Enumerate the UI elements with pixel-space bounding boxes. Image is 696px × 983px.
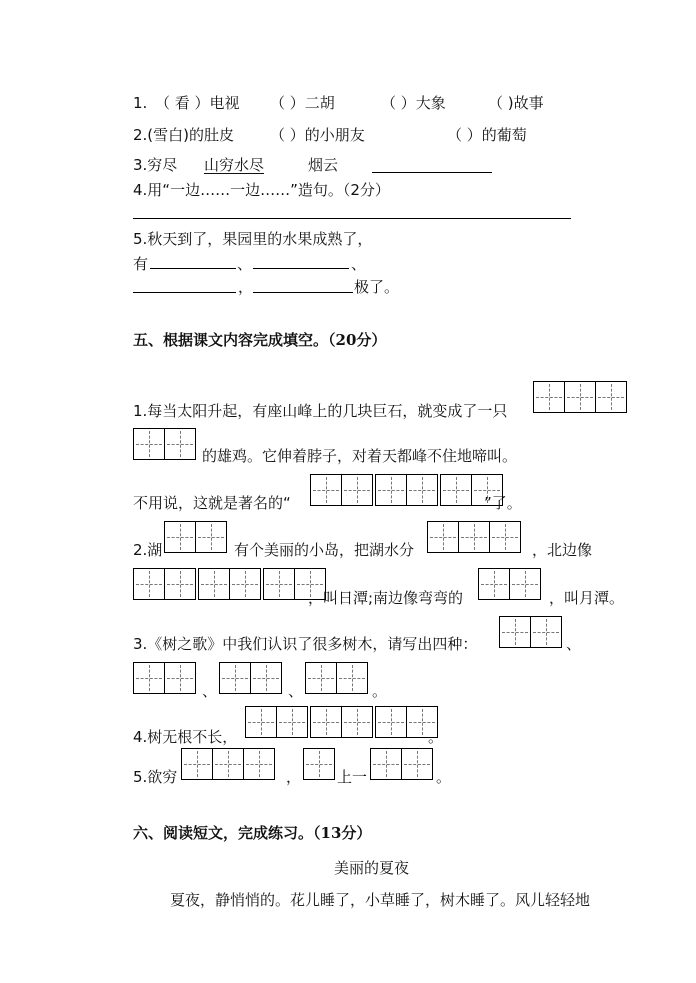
s4-q5-blank3[interactable] [133, 292, 236, 293]
s4-q5-line1: 5.秋天到了，果园里的水果成熟了， [133, 230, 373, 248]
s5-q2-b2: ，叫月潭。 [549, 589, 625, 607]
section6-heading: 六、阅读短文，完成练习。（13分） [133, 824, 372, 842]
s4-q5-blank4[interactable] [253, 292, 353, 293]
s5-q3-sep1: 、 [566, 635, 582, 653]
char-box[interactable] [595, 381, 627, 413]
char-box[interactable] [489, 521, 521, 553]
char-box[interactable] [564, 381, 596, 413]
char-box[interactable] [341, 706, 373, 738]
char-box[interactable] [133, 568, 165, 600]
char-box[interactable] [164, 662, 196, 694]
s5-q3-sep2: 、 [202, 682, 218, 700]
s4-q2-part3: （ ）的葡萄 [447, 126, 527, 144]
s4-q4-answer-line[interactable] [133, 218, 571, 219]
char-box[interactable] [229, 568, 261, 600]
s4-q2-part2: （ ）的小朋友 [270, 126, 365, 144]
char-box[interactable] [478, 568, 510, 600]
s5-q2-b1: ，叫日潭;南边像弯弯的 [308, 589, 464, 607]
s4-q5-you: 有 [133, 255, 149, 273]
s4-q3-label: 3.穷尽 [133, 156, 178, 174]
s5-q3-grid-3[interactable] [219, 662, 282, 694]
s5-q3-grid-4[interactable] [305, 662, 368, 694]
s5-q1-grid-b[interactable] [133, 428, 196, 460]
s5-q5-grid-c[interactable] [370, 748, 433, 780]
s5-q3-sep3: 、 [288, 682, 304, 700]
s4-q5-sep1: 、 [237, 255, 253, 273]
s4-q5-end: 极了。 [354, 278, 400, 296]
s5-q1-grid-a[interactable] [533, 381, 627, 413]
char-box[interactable] [181, 748, 213, 780]
s5-q5-grid-b[interactable] [303, 748, 335, 780]
s5-q3-end: 。 [372, 682, 388, 700]
char-box[interactable] [530, 616, 562, 648]
s5-q1-grid-c[interactable] [310, 474, 503, 506]
s5-q2-a3: ，北边像 [532, 541, 593, 559]
char-box[interactable] [336, 662, 368, 694]
char-box[interactable] [245, 706, 277, 738]
s4-q3-word: 烟云 [308, 156, 339, 174]
char-box[interactable] [133, 662, 165, 694]
char-box[interactable] [219, 662, 251, 694]
char-box[interactable] [133, 428, 165, 460]
char-box[interactable] [303, 748, 335, 780]
char-box[interactable] [310, 706, 342, 738]
s5-q4-a: 4.树无根不长， [133, 728, 238, 746]
char-box[interactable] [401, 748, 433, 780]
s5-q1-line-a: 1.每当太阳升起，有座山峰上的几块巨石，就变成了一只 [133, 402, 508, 420]
s4-q1-part3: （ ）大象 [381, 94, 446, 112]
s5-q1-line-c1: 不用说，这就是著名的“ [133, 494, 291, 512]
passage-paragraph: 夏夜，静悄悄的。花儿睡了，小草睡了，树木睡了。风儿轻轻地 [170, 891, 591, 909]
s5-q3-grid-1[interactable] [499, 616, 562, 648]
s4-q5-blank2[interactable] [253, 268, 349, 269]
s4-q3-blank[interactable] [372, 172, 492, 173]
s5-q2-a2: 有个美丽的小岛，把湖水分 [234, 541, 415, 559]
s5-q4-grid[interactable] [245, 706, 438, 738]
s5-q1-line-b: 的雄鸡。它伸着脖子，对着天都峰不住地啼叫。 [202, 447, 518, 465]
s5-q5-grid-a[interactable] [181, 748, 275, 780]
s4-q5-sep3: ， [238, 278, 254, 296]
s5-q2-grid-a[interactable] [164, 521, 227, 553]
char-box[interactable] [305, 662, 337, 694]
s5-q3-a: 3.《树之歌》中我们认识了很多树木，请写出四种： [133, 635, 478, 653]
char-box[interactable] [440, 474, 472, 506]
s5-q5-end: 。 [436, 768, 452, 786]
s4-q5-sep2: 、 [351, 255, 367, 273]
char-box[interactable] [263, 568, 295, 600]
s5-q2-grid-b[interactable] [427, 521, 521, 553]
s5-q2-grid-c[interactable] [133, 568, 326, 600]
char-box[interactable] [195, 521, 227, 553]
char-box[interactable] [164, 428, 196, 460]
char-box[interactable] [276, 706, 308, 738]
char-box[interactable] [370, 748, 402, 780]
section5-heading: 五、根据课文内容完成填空。（20分） [133, 331, 387, 349]
char-box[interactable] [458, 521, 490, 553]
s4-q1-number: 1. [133, 94, 148, 112]
char-box[interactable] [341, 474, 373, 506]
char-box[interactable] [164, 568, 196, 600]
char-box[interactable] [164, 521, 196, 553]
s4-q2-part1: 2.(雪白)的肚皮 [133, 126, 235, 144]
s4-q1-part1: （ 看 ）电视 [155, 94, 240, 112]
s4-q1-part4: （ )故事 [488, 94, 544, 112]
s4-q5-blank1[interactable] [150, 268, 236, 269]
s4-q4-text: 4.用“一边……一边……”造句。（2分） [133, 181, 390, 199]
char-box[interactable] [212, 748, 244, 780]
char-box[interactable] [250, 662, 282, 694]
char-box[interactable] [533, 381, 565, 413]
s5-q4-end: 。 [428, 728, 444, 746]
s5-q5-comma: ， [286, 768, 302, 786]
s5-q5-mid: 上一 [337, 768, 368, 786]
s5-q3-grid-2[interactable] [133, 662, 196, 694]
char-box[interactable] [198, 568, 230, 600]
char-box[interactable] [509, 568, 541, 600]
char-box[interactable] [310, 474, 342, 506]
char-box[interactable] [375, 474, 407, 506]
s5-q2-grid-d[interactable] [478, 568, 541, 600]
char-box[interactable] [499, 616, 531, 648]
char-box[interactable] [427, 521, 459, 553]
char-box[interactable] [406, 474, 438, 506]
s4-q3-example: 山穷水尽 [204, 156, 265, 174]
s4-q1-part2: （ ）二胡 [270, 94, 335, 112]
passage-title: 美丽的夏夜 [334, 859, 410, 877]
s5-q1-line-c2: ”了。 [484, 494, 522, 512]
char-box[interactable] [375, 706, 407, 738]
s5-q2-a1: 2.湖 [133, 541, 163, 559]
s5-q5-a: 5.欲穷 [133, 768, 178, 786]
char-box[interactable] [243, 748, 275, 780]
